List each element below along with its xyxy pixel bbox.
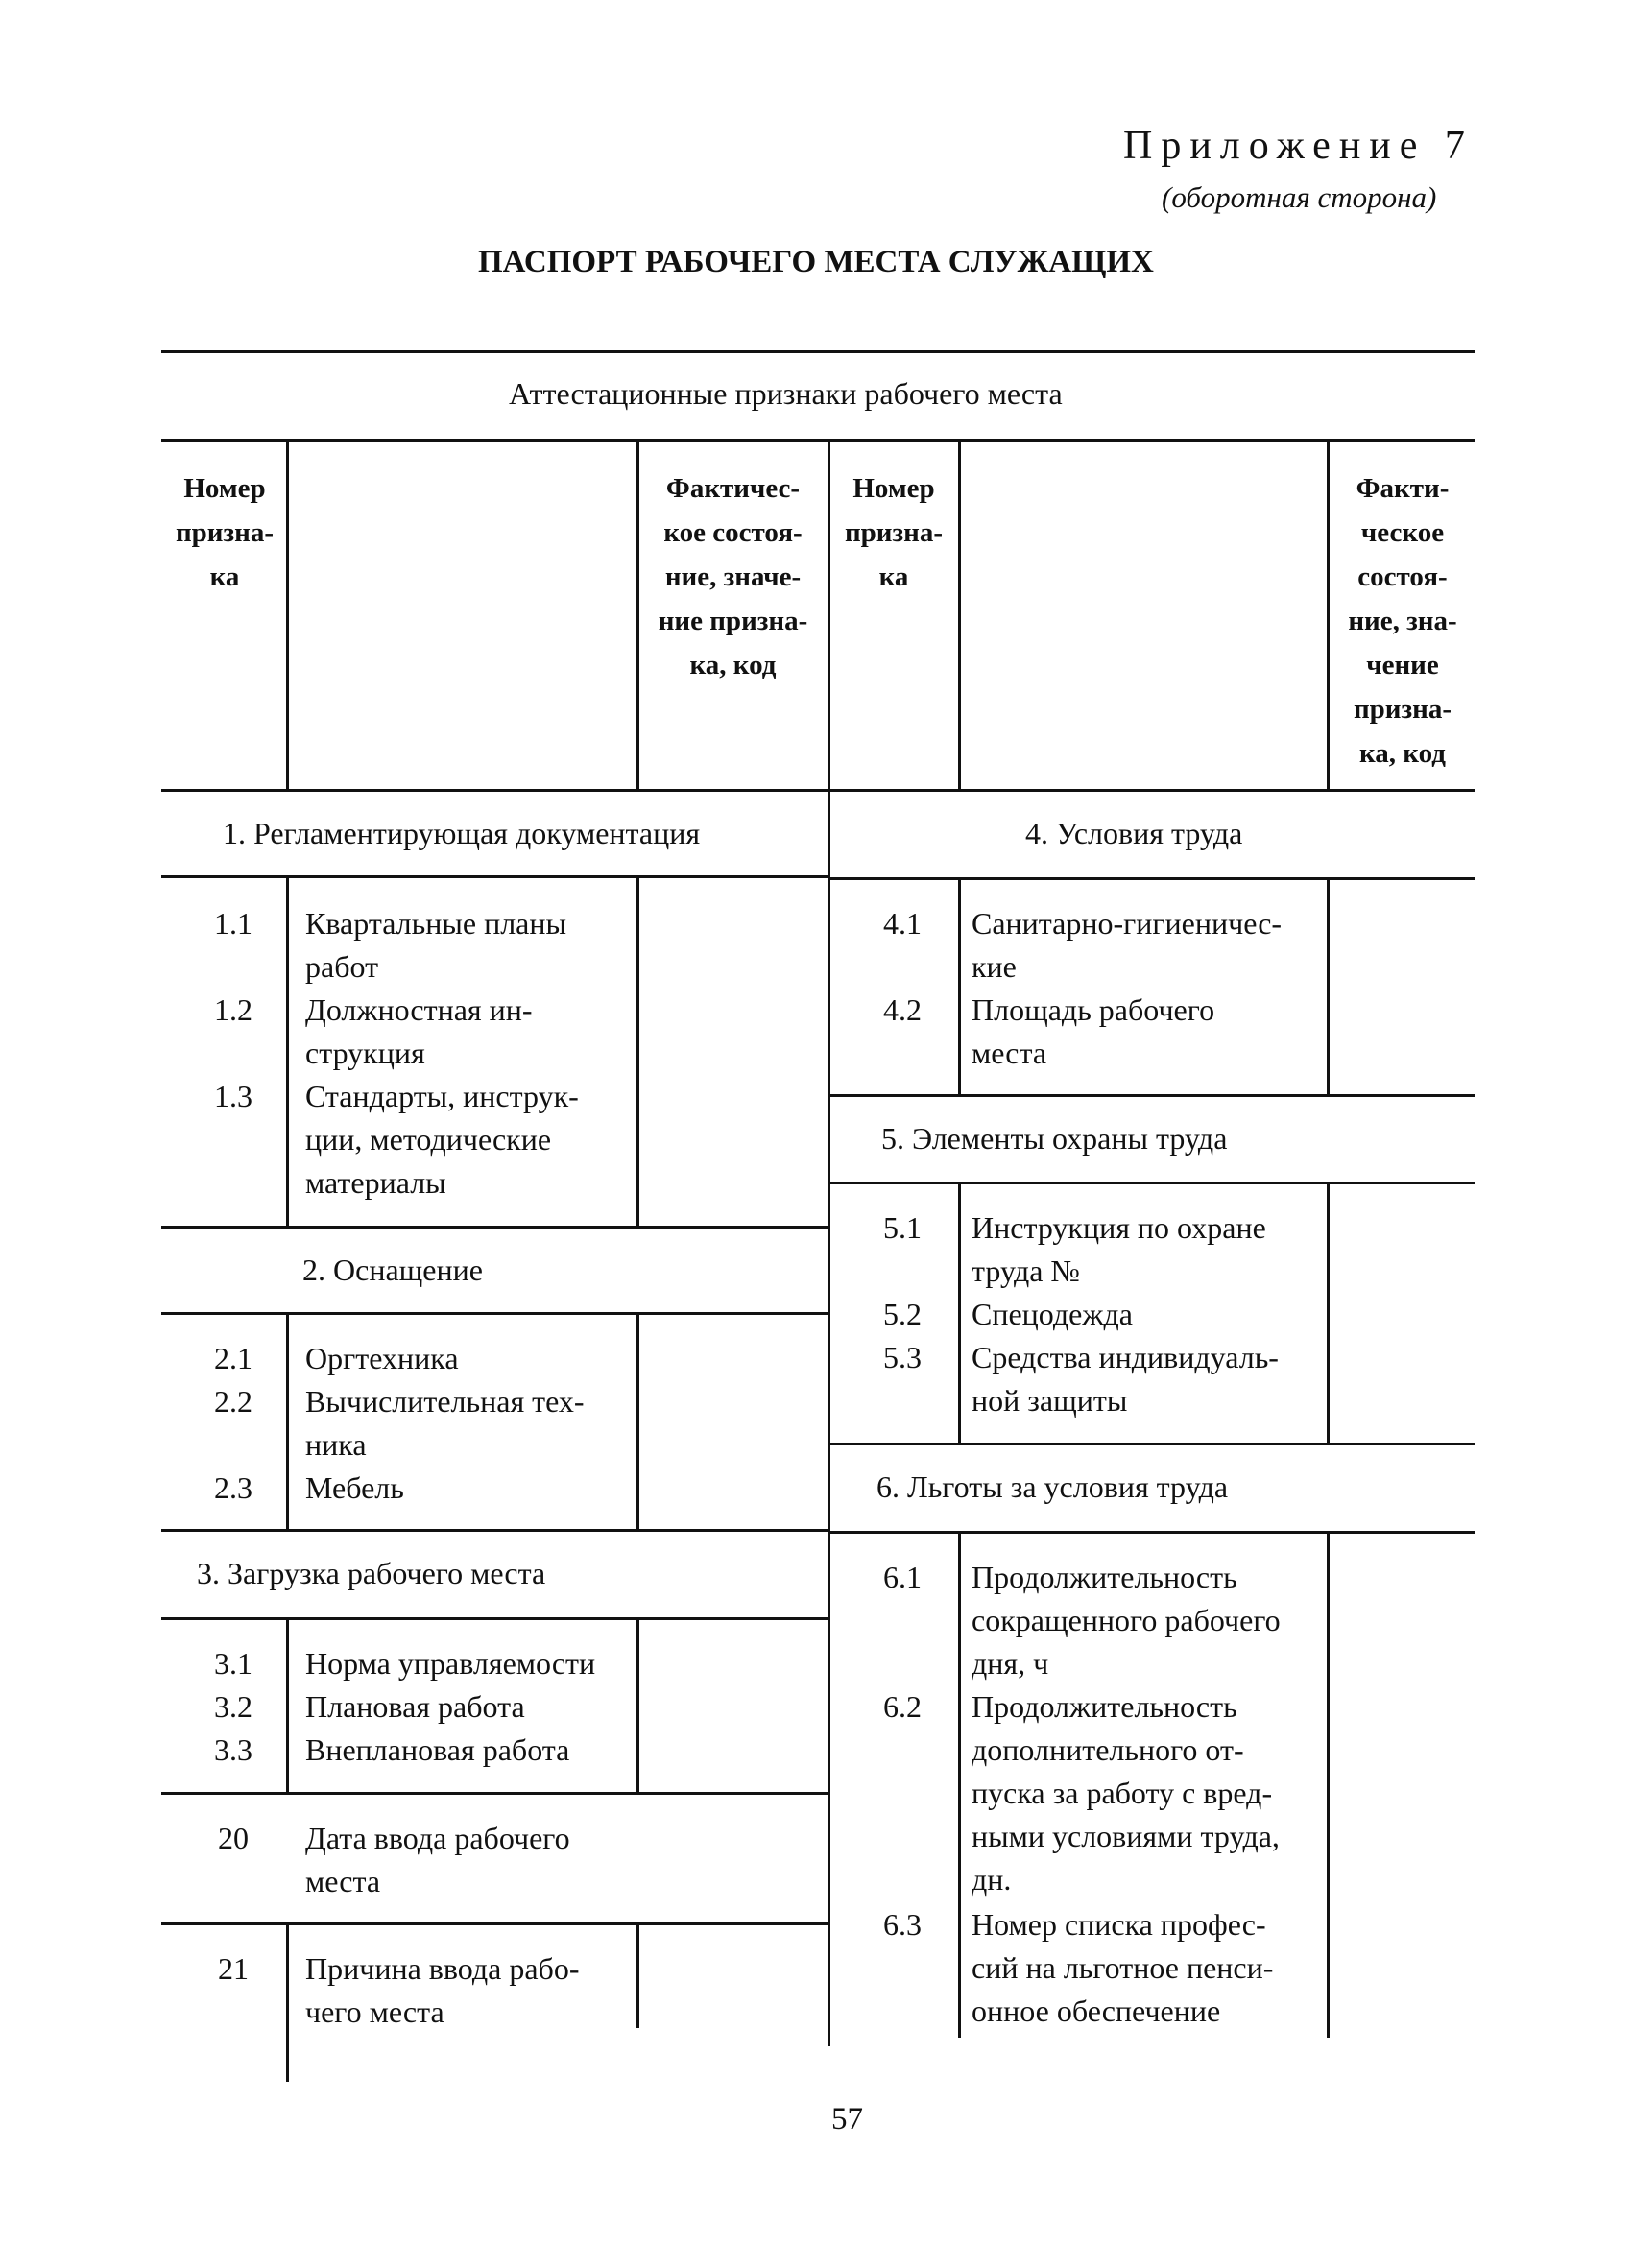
item-number: 6.2 xyxy=(883,1689,922,1724)
col-separator xyxy=(636,877,639,1226)
column-header-state: Фактичес- кое состоя- ние, значе- ние призна- ка, код xyxy=(658,473,808,680)
item-number: 6.1 xyxy=(883,1560,922,1594)
caption-bottom-border xyxy=(161,439,1475,442)
table-top-border xyxy=(161,350,1475,353)
divider xyxy=(161,875,828,878)
section-title: 5. Элементы охраны труда xyxy=(881,1121,1228,1156)
divider xyxy=(828,1094,1475,1097)
divider xyxy=(161,1529,828,1532)
column-header-number: Номер призна- ка xyxy=(844,473,944,592)
divider xyxy=(161,1617,828,1620)
appendix-label: Приложение 7 xyxy=(1123,124,1474,168)
item-text: Дата ввода рабочего места xyxy=(305,1821,570,1898)
item-text: Квартальные планы работ xyxy=(305,906,566,984)
item-number: 20 xyxy=(218,1821,249,1855)
divider xyxy=(828,1531,1475,1534)
item-text: Плановая работа xyxy=(305,1689,525,1724)
divider xyxy=(828,1443,1475,1445)
divider xyxy=(161,1226,828,1229)
item-text: Норма управляемости xyxy=(305,1646,596,1681)
col-separator xyxy=(286,1922,289,2082)
col-separator xyxy=(828,439,830,2046)
item-number: 2.1 xyxy=(214,1341,252,1375)
item-number: 1.3 xyxy=(214,1079,252,1113)
item-text: Причина ввода рабо- чего места xyxy=(305,1951,580,2029)
section-title: 6. Льготы за условия труда xyxy=(876,1469,1229,1504)
column-header-state: Факти- ческое состоя- ние, зна- чение призна- ка, код xyxy=(1348,473,1457,769)
item-number: 5.3 xyxy=(883,1340,922,1374)
page-title: ПАСПОРТ РАБОЧЕГО МЕСТА СЛУЖАЩИХ xyxy=(478,245,1154,279)
item-text: Санитарно-гигиеничес- кие xyxy=(972,906,1283,984)
side-label: (оборотная сторона) xyxy=(1162,180,1437,214)
divider xyxy=(161,1922,828,1925)
item-number: 4.2 xyxy=(883,992,922,1027)
item-text: Внеплановая работа xyxy=(305,1732,570,1767)
item-text: Площадь рабочего места xyxy=(972,992,1215,1070)
col-separator xyxy=(958,439,961,789)
item-number: 3.1 xyxy=(214,1646,252,1681)
item-number: 5.2 xyxy=(883,1297,922,1331)
item-text: Номер списка профес- сий на льготное пенси- онное обеспечение xyxy=(972,1907,1274,2028)
col-separator xyxy=(636,1617,639,1792)
table-caption: Аттестационные признаки рабочего места xyxy=(509,376,1063,411)
item-number: 6.3 xyxy=(883,1907,922,1942)
col-separator xyxy=(286,439,289,789)
item-number: 2.2 xyxy=(214,1384,252,1419)
item-number: 3.3 xyxy=(214,1732,252,1767)
divider xyxy=(161,1792,828,1795)
col-separator xyxy=(636,1312,639,1529)
item-number: 3.2 xyxy=(214,1689,252,1724)
item-text: Инструкция по охране труда № xyxy=(972,1210,1266,1288)
col-separator xyxy=(1327,439,1330,789)
section-title: 1. Регламентирующая документация xyxy=(223,816,701,850)
item-text: Продолжительность сокращенного рабочего дня, ч xyxy=(972,1560,1281,1681)
col-separator xyxy=(636,1922,639,2028)
section-title: 3. Загрузка рабочего места xyxy=(197,1556,546,1590)
item-text: Продолжительность дополнительного от- пуска за работу с вред- ными условиями труда, дн. xyxy=(972,1689,1280,1897)
section-title: 2. Оснащение xyxy=(302,1253,483,1287)
item-text: Вычислительная тех- ника xyxy=(305,1384,585,1462)
item-number: 5.1 xyxy=(883,1210,922,1245)
divider xyxy=(828,1182,1475,1184)
header-bottom-border xyxy=(161,789,1475,792)
col-separator xyxy=(1327,1182,1330,1443)
item-number: 1.2 xyxy=(214,992,252,1027)
item-text: Стандарты, инструк- ции, методические материалы xyxy=(305,1079,579,1200)
item-text: Оргтехника xyxy=(305,1341,459,1375)
item-text: Средства индивидуаль- ной защиты xyxy=(972,1340,1279,1418)
item-number: 4.1 xyxy=(883,906,922,941)
item-text: Должностная ин- струкция xyxy=(305,992,533,1070)
item-number: 2.3 xyxy=(214,1470,252,1505)
item-text: Мебель xyxy=(305,1470,404,1505)
page-number: 57 xyxy=(831,2102,863,2137)
col-separator xyxy=(1327,1531,1330,2038)
col-separator xyxy=(958,1531,961,2038)
section-title: 4. Условия труда xyxy=(1025,816,1243,850)
item-text: Спецодежда xyxy=(972,1297,1133,1331)
divider xyxy=(161,1312,828,1315)
item-number: 21 xyxy=(218,1951,249,1986)
divider xyxy=(828,877,1475,880)
col-separator xyxy=(1327,877,1330,1094)
item-number: 1.1 xyxy=(214,906,252,941)
column-header-number: Номер призна- ка xyxy=(175,473,275,592)
